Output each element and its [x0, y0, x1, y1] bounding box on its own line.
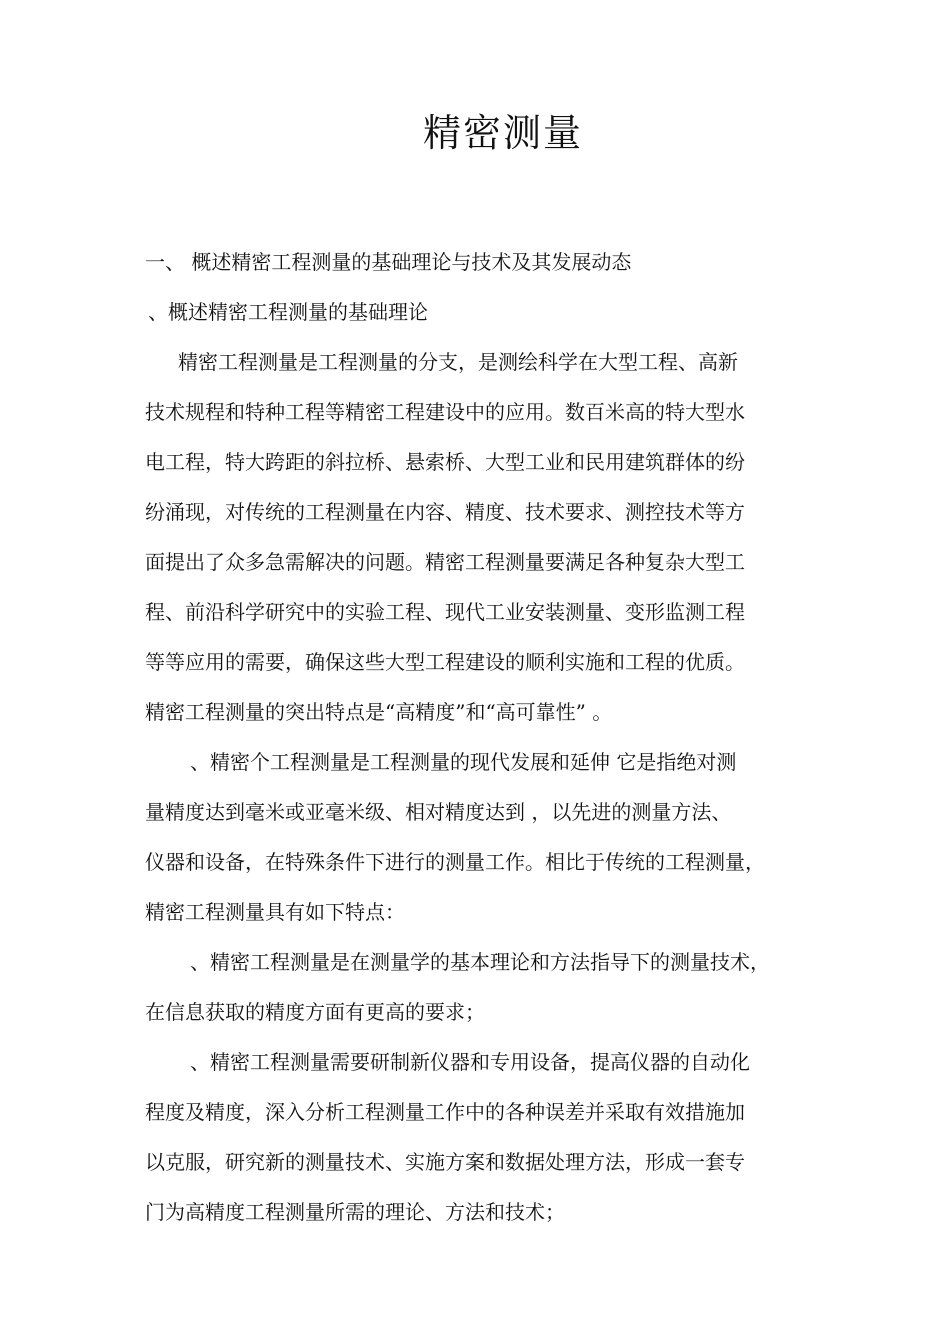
paragraph-line: 以克服，研究新的测量技术、实施方案和数据处理方法，形成一套专	[145, 1150, 745, 1174]
paragraph-line: 精密工程测量具有如下特点：	[145, 900, 405, 924]
paragraph-line: 程、前沿科学研究中的实验工程、现代工业安装测量、变形监测工程	[145, 600, 745, 624]
section-heading: 一、 概述精密工程测量的基础理论与技术及其发展动态	[145, 250, 632, 274]
subsection-heading: 、概述精密工程测量的基础理论	[148, 300, 428, 324]
paragraph-line: 、精密工程测量需要研制新仪器和专用设备，提高仪器的自动化	[190, 1050, 750, 1074]
paragraph-line: 精密工程测量的突出特点是“高精度”和“高可靠性” 。	[145, 700, 613, 724]
paragraph-line: 量精度达到毫米或亚毫米级、相对精度达到 ，以先进的测量方法、	[145, 800, 732, 824]
paragraph-line: 门为高精度工程测量所需的理论、方法和技术；	[145, 1200, 565, 1224]
paragraph-line: 在信息获取的精度方面有更高的要求；	[145, 1000, 485, 1024]
paragraph-line: 电工程，特大跨距的斜拉桥、悬索桥、大型工业和民用建筑群体的纷	[145, 450, 745, 474]
document-title: 精密测量	[423, 111, 584, 155]
paragraph-line: 、精密个工程测量是工程测量的现代发展和延伸 它是指绝对测	[190, 750, 737, 774]
paragraph-line: 、精密工程测量是在测量学的基本理论和方法指导下的测量技术，	[190, 950, 770, 974]
paragraph-line: 技术规程和特种工程等精密工程建设中的应用。数百米高的特大型水	[145, 400, 745, 424]
paragraph-line: 程度及精度，深入分析工程测量工作中的各种误差并采取有效措施加	[145, 1100, 745, 1124]
paragraph-line: 等等应用的需要，确保这些大型工程建设的顺利实施和工程的优质。	[145, 650, 745, 674]
paragraph-line: 精密工程测量是工程测量的分支，是测绘科学在大型工程、高新	[178, 350, 738, 374]
paragraph-line: 仪器和设备，在特殊条件下进行的测量工作。相比于传统的工程测量，	[145, 850, 765, 874]
paragraph-line: 面提出了众多急需解决的问题。精密工程测量要满足各种复杂大型工	[145, 550, 745, 574]
paragraph-line: 纷涌现，对传统的工程测量在内容、精度、技术要求、测控技术等方	[145, 500, 745, 524]
